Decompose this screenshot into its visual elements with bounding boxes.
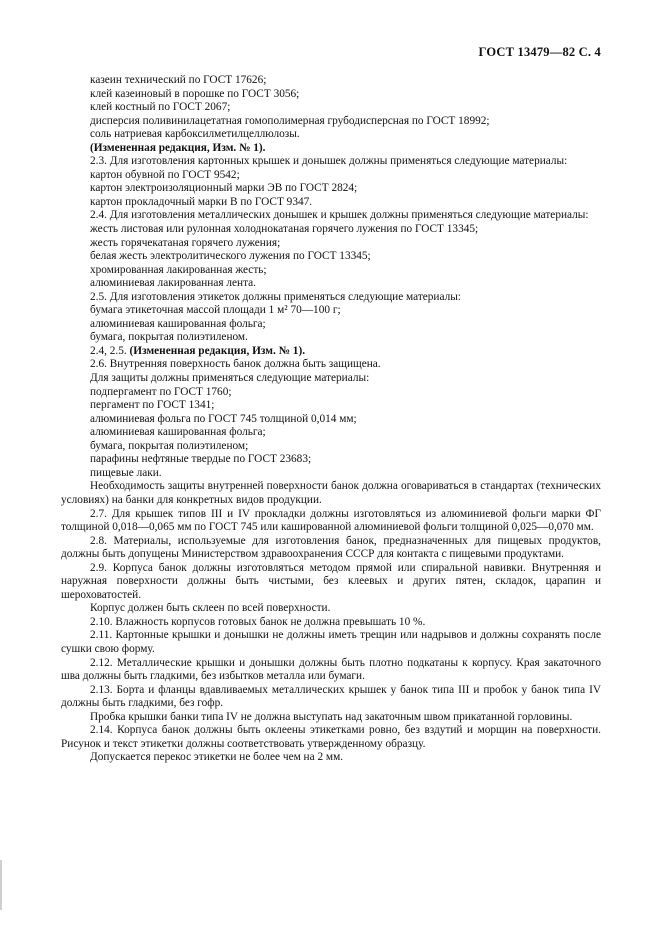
paragraph: жесть горячекатаная горячего лужения;: [90, 236, 281, 249]
paragraph: бумага, покрытая полиэтиленом.: [90, 331, 248, 344]
clause-2-11: 2.11. Картонные крышки и донышки не должны иметь трещин или надрывов и должны сохранять после сушки свою форму.: [61, 629, 601, 655]
paragraph: белая жесть электролитического лужения по ГОСТ 13345;: [90, 250, 371, 263]
clause-2-14: 2.14. Корпуса банок должны быть оклеены этикетками ровно, без вздутий и морщин на поверхности. Рисунок и текст этикетки должны соответствовать утвержденному образцу.: [61, 724, 601, 750]
clause-2-7: 2.7. Для крышек типов III и IV прокладки должны изготовляться из алюминиевой фольги марки ФГ толщиной 0,018—0,065 мм по ГОСТ 745 или кашированной алюминиевой фольги толщиной 0,025—0,070 мм.: [61, 507, 601, 534]
clause-2-3: 2.3. Для изготовления картонных крышек и донышек должны применяться следующие материалы:: [90, 155, 568, 168]
paragraph: хромированная лакированная жесть;: [90, 263, 267, 276]
amendment-label: (Измененная редакция, Изм. № 1).: [129, 344, 306, 357]
clause-2-13: 2.13. Борта и фланцы вдавливаемых металлических крышек у банок типа III и пробок у банок типа IV должны быть гладкими, без гофр.: [61, 683, 601, 710]
amendment-note: (Измененная редакция, Изм. № 1).: [90, 141, 266, 154]
paragraph: картон прокладочный марки В по ГОСТ 9347.: [90, 195, 313, 208]
clause-2-6: 2.6. Внутренняя поверхность банок должна быть защищена.: [90, 358, 381, 371]
clause-ref: 2.4, 2.5.: [90, 344, 127, 357]
paragraph: дисперсия поливинилацетатная гомополимерная грубодисперсная по ГОСТ 18992;: [90, 114, 490, 127]
paragraph: алюминиевая кашированная фольга;: [90, 426, 266, 439]
amendment-note: [61, 345, 601, 359]
clause-2-10: 2.10. Влажность корпусов готовых банок не должна превышать 10 %.: [90, 615, 426, 628]
paragraph: клей казеиновый в порошке по ГОСТ 3056;: [90, 87, 300, 100]
paragraph: подпергамент по ГОСТ 1760;: [90, 385, 232, 398]
paragraph: парафины нефтяные твердые по ГОСТ 23683;: [90, 453, 312, 466]
scan-edge-mark: [0, 860, 2, 910]
clause-2-4: 2.4. Для изготовления металлических донышек и крышек должны применяться следующие материалы:: [90, 209, 589, 222]
document-body: [61, 74, 601, 765]
paragraph: Допускается перекос этикетки не более чем на 2 мм.: [90, 751, 344, 764]
paragraph: казеин технический по ГОСТ 17626;: [90, 74, 267, 86]
clause-2-12: 2.12. Металлические крышки и донышки должны быть плотно подкатаны к корпусу. Края закаточного шва должны быть гладкими, без избытков металла или бумаги.: [61, 656, 601, 683]
paragraph: картон обувной по ГОСТ 9542;: [90, 168, 240, 181]
paragraph: картон электроизоляционный марки ЭВ по ГОСТ 2824;: [90, 182, 358, 195]
clause-2-5: 2.5. Для изготовления этикеток должны применяться следующие материалы:: [90, 290, 461, 303]
clause-2-8: 2.8. Материалы, используемые для изготовления банок, предназначенных для пищевых продуктов, должны быть допущены Министерством здравоохранения СССР для контакта с пищевыми продуктами.: [61, 534, 601, 561]
paragraph: пергамент по ГОСТ 1341;: [90, 399, 215, 412]
paragraph: бумага этикеточная массой площади 1 м² 70—100 г;: [90, 304, 341, 317]
paragraph: Пробка крышки банки типа IV не должна выступать над закаточным швом прикатанной горловины.: [90, 710, 573, 723]
paragraph: клей костный по ГОСТ 2067;: [90, 101, 231, 114]
clause-2-9: 2.9. Корпуса банок должны изготовляться методом прямой или спиральной навивки. Внутренняя и наружная поверхности должны быть чистыми, без клеевых и других пятен, складок, царапин и шероховатостей.: [61, 561, 601, 601]
paragraph: жесть листовая или рулонная холоднокатаная горячего лужения по ГОСТ 13345;: [90, 223, 479, 236]
paragraph: алюминиевая фольга по ГОСТ 745 толщиной 0,014 мм;: [90, 412, 357, 425]
page-header: ГОСТ 13479—82 С. 4: [478, 45, 601, 59]
paragraph: Необходимость защиты внутренней поверхности банок должна оговариваться в стандартах (технических условиях) на банки для конкретных видов продукции.: [61, 480, 601, 506]
paragraph: бумага, покрытая полиэтиленом;: [90, 439, 249, 452]
paragraph: соль натриевая карбоксилметилцеллюлозы.: [90, 128, 300, 141]
paragraph: алюминиевая кашированная фольга;: [90, 317, 266, 330]
paragraph: пищевые лаки.: [90, 466, 162, 479]
paragraph: алюминиевая лакированная лента.: [90, 277, 256, 290]
paragraph: Для защиты должны применяться следующие материалы:: [90, 372, 370, 385]
paragraph: Корпус должен быть склеен по всей поверхности.: [90, 602, 331, 615]
